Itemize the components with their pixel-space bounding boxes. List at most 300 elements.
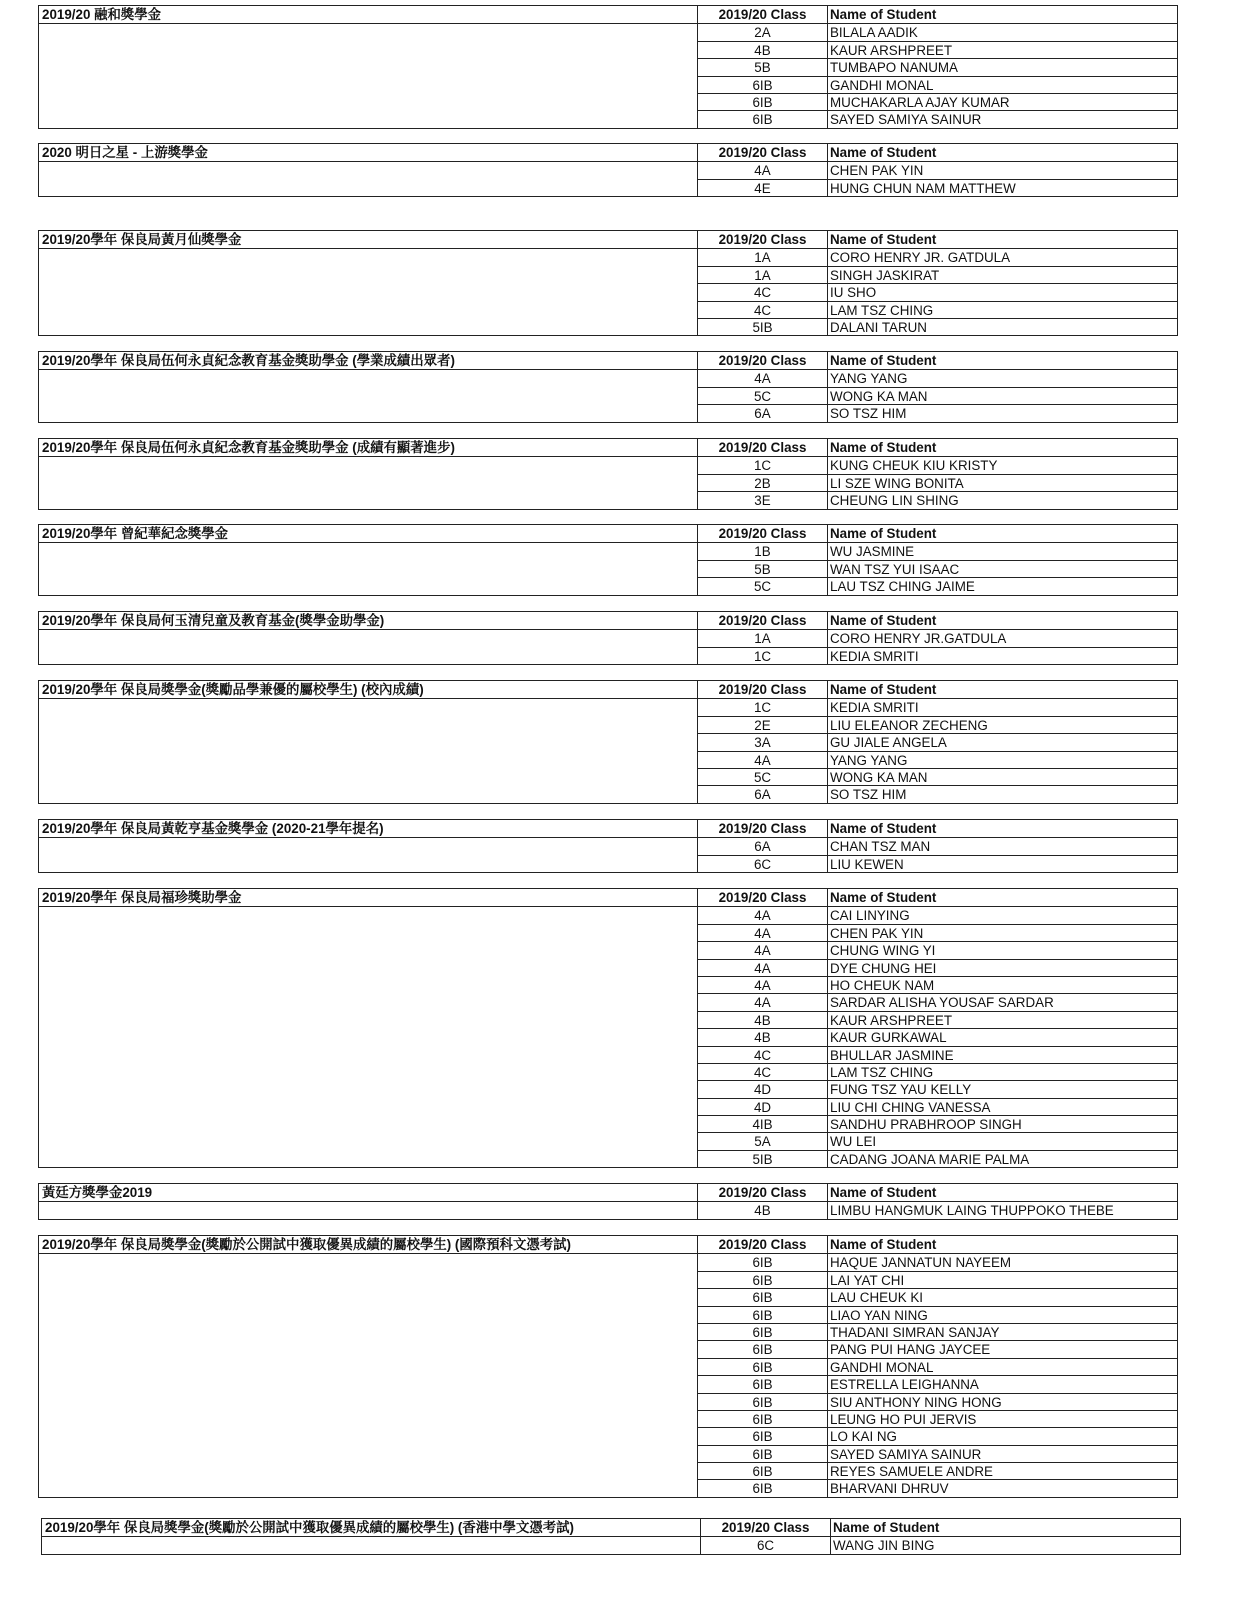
name-column-header: Name of Student xyxy=(827,144,1177,161)
scholarship-section xyxy=(38,5,1178,129)
student-row xyxy=(39,1253,1177,1270)
student-name: HUNG CHUN NAM MATTHEW xyxy=(827,179,1177,196)
scholarship-section xyxy=(38,1235,1178,1498)
student-name: WU LEI xyxy=(827,1132,1177,1149)
student-class: 6IB xyxy=(697,1340,827,1357)
class-column-header: 2019/20 Class xyxy=(697,1236,827,1253)
blank-cell xyxy=(39,1427,697,1444)
blank-cell xyxy=(39,647,697,664)
section-title: 2019/20學年 保良局福珍獎助學金 xyxy=(42,890,242,905)
student-name: WU JASMINE xyxy=(827,542,1177,559)
student-class: 4A xyxy=(697,941,827,958)
student-class: 6A xyxy=(697,837,827,854)
student-name: CHEN PAK YIN xyxy=(827,924,1177,941)
blank-cell xyxy=(39,41,697,58)
blank-cell xyxy=(39,1445,697,1462)
section-title: 2019/20學年 保良局獎學金(獎勵品學兼優的屬校學生) (校內成績) xyxy=(42,682,424,697)
name-column-header: Name of Student xyxy=(827,439,1177,456)
blank-cell xyxy=(39,1080,697,1097)
student-name: YANG YANG xyxy=(827,369,1177,386)
student-name: CHEN PAK YIN xyxy=(827,161,1177,178)
student-row xyxy=(39,318,1177,335)
section-title: 黃廷方獎學金2019 xyxy=(42,1185,153,1200)
student-class: 6IB xyxy=(697,1358,827,1375)
student-class: 4A xyxy=(697,369,827,386)
blank-cell xyxy=(39,161,697,178)
section-title: 2020 明日之星 - 上游獎學金 xyxy=(42,145,208,160)
section-header-row xyxy=(39,889,1177,906)
student-row xyxy=(39,1410,1177,1427)
student-row xyxy=(39,1375,1177,1392)
class-column-header: 2019/20 Class xyxy=(697,889,827,906)
class-column-header: 2019/20 Class xyxy=(697,681,827,698)
student-name: SO TSZ HIM xyxy=(827,404,1177,421)
class-column-header: 2019/20 Class xyxy=(700,1519,830,1536)
student-row xyxy=(39,959,1177,976)
student-row xyxy=(39,1340,1177,1357)
blank-cell xyxy=(39,1410,697,1427)
student-name: DALANI TARUN xyxy=(827,318,1177,335)
student-name: KEDIA SMRITI xyxy=(827,647,1177,664)
student-row xyxy=(39,179,1177,196)
blank-cell xyxy=(39,93,697,110)
blank-cell xyxy=(39,768,697,785)
student-name: LAU TSZ CHING JAIME xyxy=(827,577,1177,594)
student-row xyxy=(39,161,1177,178)
student-name: SAYED SAMIYA SAINUR xyxy=(827,1445,1177,1462)
section-title: 2019/20學年 保良局伍何永貞紀念教育基金獎助學金 (成績有顯著進步) xyxy=(42,440,455,455)
student-class: 6C xyxy=(700,1536,830,1553)
student-class: 4E xyxy=(697,179,827,196)
student-row xyxy=(39,1427,1177,1444)
student-row xyxy=(39,283,1177,300)
scholarship-section xyxy=(38,438,1178,510)
student-row xyxy=(39,1115,1177,1132)
blank-cell xyxy=(39,1462,697,1479)
student-class: 5C xyxy=(697,577,827,594)
student-row xyxy=(39,733,1177,750)
student-class: 4B xyxy=(697,1011,827,1028)
student-name: SANDHU PRABHROOP SINGH xyxy=(827,1115,1177,1132)
blank-cell xyxy=(39,474,697,491)
student-name: WONG KA MAN xyxy=(827,387,1177,404)
section-title: 2019/20學年 曾紀華紀念獎學金 xyxy=(42,526,229,541)
student-row xyxy=(39,1011,1177,1028)
student-row xyxy=(39,1479,1177,1496)
student-row xyxy=(39,1323,1177,1340)
student-class: 6IB xyxy=(697,1462,827,1479)
blank-cell xyxy=(39,976,697,993)
student-name: GANDHI MONAL xyxy=(827,76,1177,93)
section-header-row xyxy=(39,352,1177,369)
student-class: 4B xyxy=(697,41,827,58)
blank-cell xyxy=(39,629,697,646)
student-class: 5B xyxy=(697,560,827,577)
blank-cell xyxy=(39,266,697,283)
student-row xyxy=(39,1306,1177,1323)
student-row xyxy=(39,751,1177,768)
student-name: DYE CHUNG HEI xyxy=(827,959,1177,976)
scholarship-section xyxy=(38,1183,1178,1220)
name-column-header: Name of Student xyxy=(827,612,1177,629)
student-class: 6IB xyxy=(697,1479,827,1496)
student-class: 4C xyxy=(697,1046,827,1063)
section-header-row xyxy=(39,231,1177,248)
student-class: 4IB xyxy=(697,1115,827,1132)
student-row xyxy=(39,1358,1177,1375)
section-header-row xyxy=(39,144,1177,161)
student-class: 6IB xyxy=(697,1271,827,1288)
student-row xyxy=(39,248,1177,265)
student-class: 6IB xyxy=(697,1288,827,1305)
name-column-header: Name of Student xyxy=(827,525,1177,542)
student-class: 4D xyxy=(697,1098,827,1115)
student-name: KAUR GURKAWAL xyxy=(827,1028,1177,1045)
scholarship-section xyxy=(38,611,1178,665)
blank-cell xyxy=(39,1306,697,1323)
blank-cell xyxy=(39,993,697,1010)
section-header-row xyxy=(39,612,1177,629)
blank-cell xyxy=(39,1288,697,1305)
student-name: ESTRELLA LEIGHANNA xyxy=(827,1375,1177,1392)
blank-cell xyxy=(39,1098,697,1115)
student-name: GANDHI MONAL xyxy=(827,1358,1177,1375)
student-row xyxy=(39,1201,1177,1218)
section-header-row xyxy=(39,525,1177,542)
blank-cell xyxy=(39,733,697,750)
student-class: 3E xyxy=(697,491,827,508)
class-column-header: 2019/20 Class xyxy=(697,525,827,542)
student-name: SAYED SAMIYA SAINUR xyxy=(827,110,1177,127)
student-row xyxy=(39,474,1177,491)
student-class: 1A xyxy=(697,266,827,283)
student-row xyxy=(39,491,1177,508)
student-row xyxy=(39,1028,1177,1045)
class-column-header: 2019/20 Class xyxy=(697,1184,827,1201)
blank-cell xyxy=(39,1393,697,1410)
student-class: 6IB xyxy=(697,76,827,93)
student-class: 6C xyxy=(697,855,827,872)
blank-cell xyxy=(39,110,697,127)
student-name: CAI LINYING xyxy=(827,906,1177,923)
student-class: 1C xyxy=(697,647,827,664)
blank-cell xyxy=(39,1271,697,1288)
student-row xyxy=(39,404,1177,421)
student-class: 4A xyxy=(697,959,827,976)
name-column-header: Name of Student xyxy=(830,1519,1180,1536)
scholarship-section xyxy=(38,524,1178,596)
student-name: FUNG TSZ YAU KELLY xyxy=(827,1080,1177,1097)
student-name: HAQUE JANNATUN NAYEEM xyxy=(827,1253,1177,1270)
student-class: 2E xyxy=(697,716,827,733)
blank-cell xyxy=(39,404,697,421)
student-class: 5B xyxy=(697,58,827,75)
student-name: KAUR ARSHPREET xyxy=(827,1011,1177,1028)
student-name: REYES SAMUELE ANDRE xyxy=(827,1462,1177,1479)
blank-cell xyxy=(39,1063,697,1080)
blank-cell xyxy=(39,283,697,300)
student-name: LEUNG HO PUI JERVIS xyxy=(827,1410,1177,1427)
blank-cell xyxy=(39,179,697,196)
blank-cell xyxy=(39,1150,697,1167)
blank-cell xyxy=(39,1201,697,1218)
blank-cell xyxy=(39,941,697,958)
blank-cell xyxy=(39,248,697,265)
name-column-header: Name of Student xyxy=(827,6,1177,23)
section-title: 2019/20 融和獎學金 xyxy=(42,7,162,22)
student-name: LI SZE WING BONITA xyxy=(827,474,1177,491)
section-title: 2019/20學年 保良局伍何永貞紀念教育基金獎助學金 (學業成績出眾者) xyxy=(42,353,455,368)
student-name: KEDIA SMRITI xyxy=(827,698,1177,715)
student-row xyxy=(39,906,1177,923)
student-name: LAU CHEUK KI xyxy=(827,1288,1177,1305)
blank-cell xyxy=(39,1323,697,1340)
student-class: 6IB xyxy=(697,93,827,110)
blank-cell xyxy=(39,301,697,318)
scholarship-section xyxy=(38,819,1178,873)
student-row xyxy=(39,23,1177,40)
student-class: 5IB xyxy=(697,318,827,335)
blank-cell xyxy=(39,716,697,733)
student-class: 6IB xyxy=(697,1410,827,1427)
student-name: TUMBAPO NANUMA xyxy=(827,58,1177,75)
student-class: 4C xyxy=(697,1063,827,1080)
student-class: 4C xyxy=(697,301,827,318)
student-row xyxy=(39,837,1177,854)
blank-cell xyxy=(39,491,697,508)
student-name: IU SHO xyxy=(827,283,1177,300)
student-name: SO TSZ HIM xyxy=(827,785,1177,802)
student-row xyxy=(39,1080,1177,1097)
student-row xyxy=(39,456,1177,473)
student-class: 4B xyxy=(697,1201,827,1218)
student-class: 1A xyxy=(697,629,827,646)
blank-cell xyxy=(39,58,697,75)
student-row xyxy=(42,1536,1180,1553)
student-row xyxy=(39,58,1177,75)
student-class: 2A xyxy=(697,23,827,40)
student-row xyxy=(39,1063,1177,1080)
class-column-header: 2019/20 Class xyxy=(697,820,827,837)
scholarship-section xyxy=(38,230,1178,336)
student-class: 1B xyxy=(697,542,827,559)
blank-cell xyxy=(39,387,697,404)
student-name: BILALA AADIK xyxy=(827,23,1177,40)
student-row xyxy=(39,1462,1177,1479)
blank-cell xyxy=(39,1115,697,1132)
student-class: 6A xyxy=(697,404,827,421)
student-class: 4A xyxy=(697,161,827,178)
section-header-row xyxy=(39,820,1177,837)
student-name: LAM TSZ CHING xyxy=(827,1063,1177,1080)
student-row xyxy=(39,1098,1177,1115)
student-class: 6IB xyxy=(697,1445,827,1462)
class-column-header: 2019/20 Class xyxy=(697,6,827,23)
student-row xyxy=(39,110,1177,127)
student-name: WAN TSZ YUI ISAAC xyxy=(827,560,1177,577)
blank-cell xyxy=(39,855,697,872)
student-class: 5A xyxy=(697,1132,827,1149)
student-row xyxy=(39,93,1177,110)
scholarship-section xyxy=(38,680,1178,804)
student-class: 6IB xyxy=(697,110,827,127)
scholarship-section xyxy=(38,888,1178,1168)
section-header-row xyxy=(39,681,1177,698)
student-class: 4A xyxy=(697,993,827,1010)
student-class: 5IB xyxy=(697,1150,827,1167)
student-name: LIMBU HANGMUK LAING THUPPOKO THEBE xyxy=(827,1201,1177,1218)
student-class: 4A xyxy=(697,976,827,993)
student-row xyxy=(39,369,1177,386)
blank-cell xyxy=(39,1375,697,1392)
student-row xyxy=(39,387,1177,404)
student-class: 4A xyxy=(697,924,827,941)
student-row xyxy=(39,41,1177,58)
name-column-header: Name of Student xyxy=(827,820,1177,837)
student-name: BHARVANI DHRUV xyxy=(827,1479,1177,1496)
student-row xyxy=(39,629,1177,646)
student-name: LIU KEWEN xyxy=(827,855,1177,872)
name-column-header: Name of Student xyxy=(827,231,1177,248)
blank-cell xyxy=(39,1479,697,1496)
blank-cell xyxy=(39,577,697,594)
student-row xyxy=(39,698,1177,715)
section-header-row xyxy=(39,439,1177,456)
blank-cell xyxy=(39,1011,697,1028)
student-name: CORO HENRY JR. GATDULA xyxy=(827,248,1177,265)
section-header-row xyxy=(42,1519,1180,1536)
blank-cell xyxy=(39,1046,697,1063)
student-name: LIU ELEANOR ZECHENG xyxy=(827,716,1177,733)
section-header-row xyxy=(39,6,1177,23)
student-row xyxy=(39,1445,1177,1462)
student-row xyxy=(39,1150,1177,1167)
student-class: 6IB xyxy=(697,1253,827,1270)
student-class: 6IB xyxy=(697,1306,827,1323)
student-name: LO KAI NG xyxy=(827,1427,1177,1444)
student-class: 6IB xyxy=(697,1323,827,1340)
student-class: 4A xyxy=(697,906,827,923)
student-row xyxy=(39,768,1177,785)
section-title: 2019/20學年 保良局獎學金(獎勵於公開試中獲取優異成績的屬校學生) (國際預科文憑考試) xyxy=(42,1237,571,1252)
blank-cell xyxy=(39,698,697,715)
student-row xyxy=(39,577,1177,594)
student-class: 3A xyxy=(697,733,827,750)
student-name: SARDAR ALISHA YOUSAF SARDAR xyxy=(827,993,1177,1010)
student-class: 6IB xyxy=(697,1427,827,1444)
student-row xyxy=(39,560,1177,577)
section-title: 2019/20學年 保良局黃月仙獎學金 xyxy=(42,232,242,247)
student-class: 4C xyxy=(697,283,827,300)
student-name: SINGH JASKIRAT xyxy=(827,266,1177,283)
scholarship-section xyxy=(38,351,1178,423)
student-class: 1C xyxy=(697,698,827,715)
class-column-header: 2019/20 Class xyxy=(697,144,827,161)
student-row xyxy=(39,716,1177,733)
name-column-header: Name of Student xyxy=(827,352,1177,369)
student-name: LAI YAT CHI xyxy=(827,1271,1177,1288)
name-column-header: Name of Student xyxy=(827,1184,1177,1201)
student-name: HO CHEUK NAM xyxy=(827,976,1177,993)
class-column-header: 2019/20 Class xyxy=(697,231,827,248)
student-name: LIU CHI CHING VANESSA xyxy=(827,1098,1177,1115)
student-row xyxy=(39,1393,1177,1410)
student-row xyxy=(39,542,1177,559)
student-row xyxy=(39,301,1177,318)
student-class: 4B xyxy=(697,1028,827,1045)
blank-cell xyxy=(39,318,697,335)
student-name: CHUNG WING YI xyxy=(827,941,1177,958)
class-column-header: 2019/20 Class xyxy=(697,439,827,456)
student-name: GU JIALE ANGELA xyxy=(827,733,1177,750)
student-row xyxy=(39,976,1177,993)
blank-cell xyxy=(39,1132,697,1149)
student-row xyxy=(39,1046,1177,1063)
section-header-row xyxy=(39,1236,1177,1253)
blank-cell xyxy=(39,1358,697,1375)
class-column-header: 2019/20 Class xyxy=(697,352,827,369)
student-class: 6A xyxy=(697,785,827,802)
student-name: CORO HENRY JR.GATDULA xyxy=(827,629,1177,646)
student-row xyxy=(39,647,1177,664)
student-name: KUNG CHEUK KIU KRISTY xyxy=(827,456,1177,473)
blank-cell xyxy=(39,751,697,768)
student-class: 6IB xyxy=(697,1375,827,1392)
student-class: 5C xyxy=(697,768,827,785)
name-column-header: Name of Student xyxy=(827,889,1177,906)
blank-cell xyxy=(39,1253,697,1270)
student-name: LIAO YAN NING xyxy=(827,1306,1177,1323)
blank-cell xyxy=(39,560,697,577)
blank-cell xyxy=(39,924,697,941)
section-title: 2019/20學年 保良局黃乾亨基金獎學金 (2020-21學年提名) xyxy=(42,821,384,836)
student-row xyxy=(39,1288,1177,1305)
name-column-header: Name of Student xyxy=(827,681,1177,698)
student-name: PANG PUI HANG JAYCEE xyxy=(827,1340,1177,1357)
blank-cell xyxy=(39,542,697,559)
blank-cell xyxy=(39,906,697,923)
blank-cell xyxy=(39,76,697,93)
blank-cell xyxy=(39,23,697,40)
student-class: 1A xyxy=(697,248,827,265)
scholarship-section xyxy=(38,143,1178,197)
student-name: YANG YANG xyxy=(827,751,1177,768)
class-column-header: 2019/20 Class xyxy=(697,612,827,629)
student-class: 4D xyxy=(697,1080,827,1097)
blank-cell xyxy=(39,1340,697,1357)
student-row xyxy=(39,993,1177,1010)
section-header-row xyxy=(39,1184,1177,1201)
student-row xyxy=(39,76,1177,93)
student-name: THADANI SIMRAN SANJAY xyxy=(827,1323,1177,1340)
student-row xyxy=(39,785,1177,802)
student-row xyxy=(39,855,1177,872)
blank-cell xyxy=(39,369,697,386)
student-name: LAM TSZ CHING xyxy=(827,301,1177,318)
blank-cell xyxy=(42,1536,700,1553)
student-row xyxy=(39,266,1177,283)
student-name: BHULLAR JASMINE xyxy=(827,1046,1177,1063)
student-row xyxy=(39,1132,1177,1149)
student-name: CHAN TSZ MAN xyxy=(827,837,1177,854)
section-title: 2019/20學年 保良局獎學金(獎勵於公開試中獲取優異成績的屬校學生) (香港中學文憑考試) xyxy=(45,1520,574,1535)
student-row xyxy=(39,941,1177,958)
blank-cell xyxy=(39,837,697,854)
blank-cell xyxy=(39,785,697,802)
student-class: 5C xyxy=(697,387,827,404)
section-title: 2019/20學年 保良局何玉清兒童及教育基金(獎學金助學金) xyxy=(42,613,385,628)
student-name: MUCHAKARLA AJAY KUMAR xyxy=(827,93,1177,110)
